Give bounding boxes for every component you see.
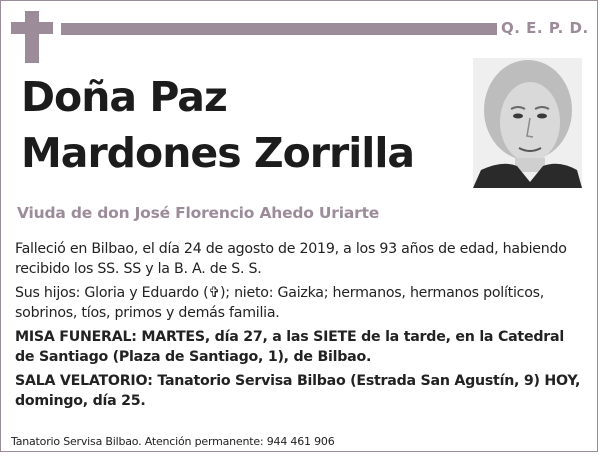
- cross-icon-bar: [11, 22, 53, 34]
- header-rule: [61, 23, 497, 35]
- funeral-home-footer: Tanatorio Servisa Bilbao. Atención permanente: 944 461 906: [11, 435, 335, 448]
- widow-subtitle: Viuda de don José Florencio Ahedo Uriarte: [17, 204, 380, 222]
- death-details: Falleció en Bilbao, el día 24 de agosto de 2019, a los 93 años de edad, habiendo recibido los SS. SS y la B. A. de S. S.: [15, 241, 567, 277]
- wake-room-info: SALA VELATORIO: Tanatorio Servisa Bilbao (Estrada San Agustín, 9) HOY, domingo, día 25.: [15, 373, 581, 409]
- deceased-name: [21, 69, 414, 181]
- notice-body: [15, 239, 585, 415]
- cross-icon: [25, 11, 39, 63]
- qepd-label: Q. E. P. D.: [501, 19, 589, 37]
- family-list: Sus hijos: Gloria y Eduardo (✞); nieto: Gaizka; hermanos, hermanos políticos, sobrinos, tíos, primos y demás familia.: [15, 285, 545, 321]
- funeral-mass-info: MISA FUNERAL: MARTES, día 27, a las SIETE de la tarde, en la Catedral de Santiago (Plaza de Santiago, 1), de Bilbao.: [15, 329, 564, 365]
- portrait-photo: [473, 58, 582, 188]
- name-line-2: Mardones Zorrilla: [21, 129, 415, 177]
- name-line-1: Doña Paz: [21, 73, 227, 121]
